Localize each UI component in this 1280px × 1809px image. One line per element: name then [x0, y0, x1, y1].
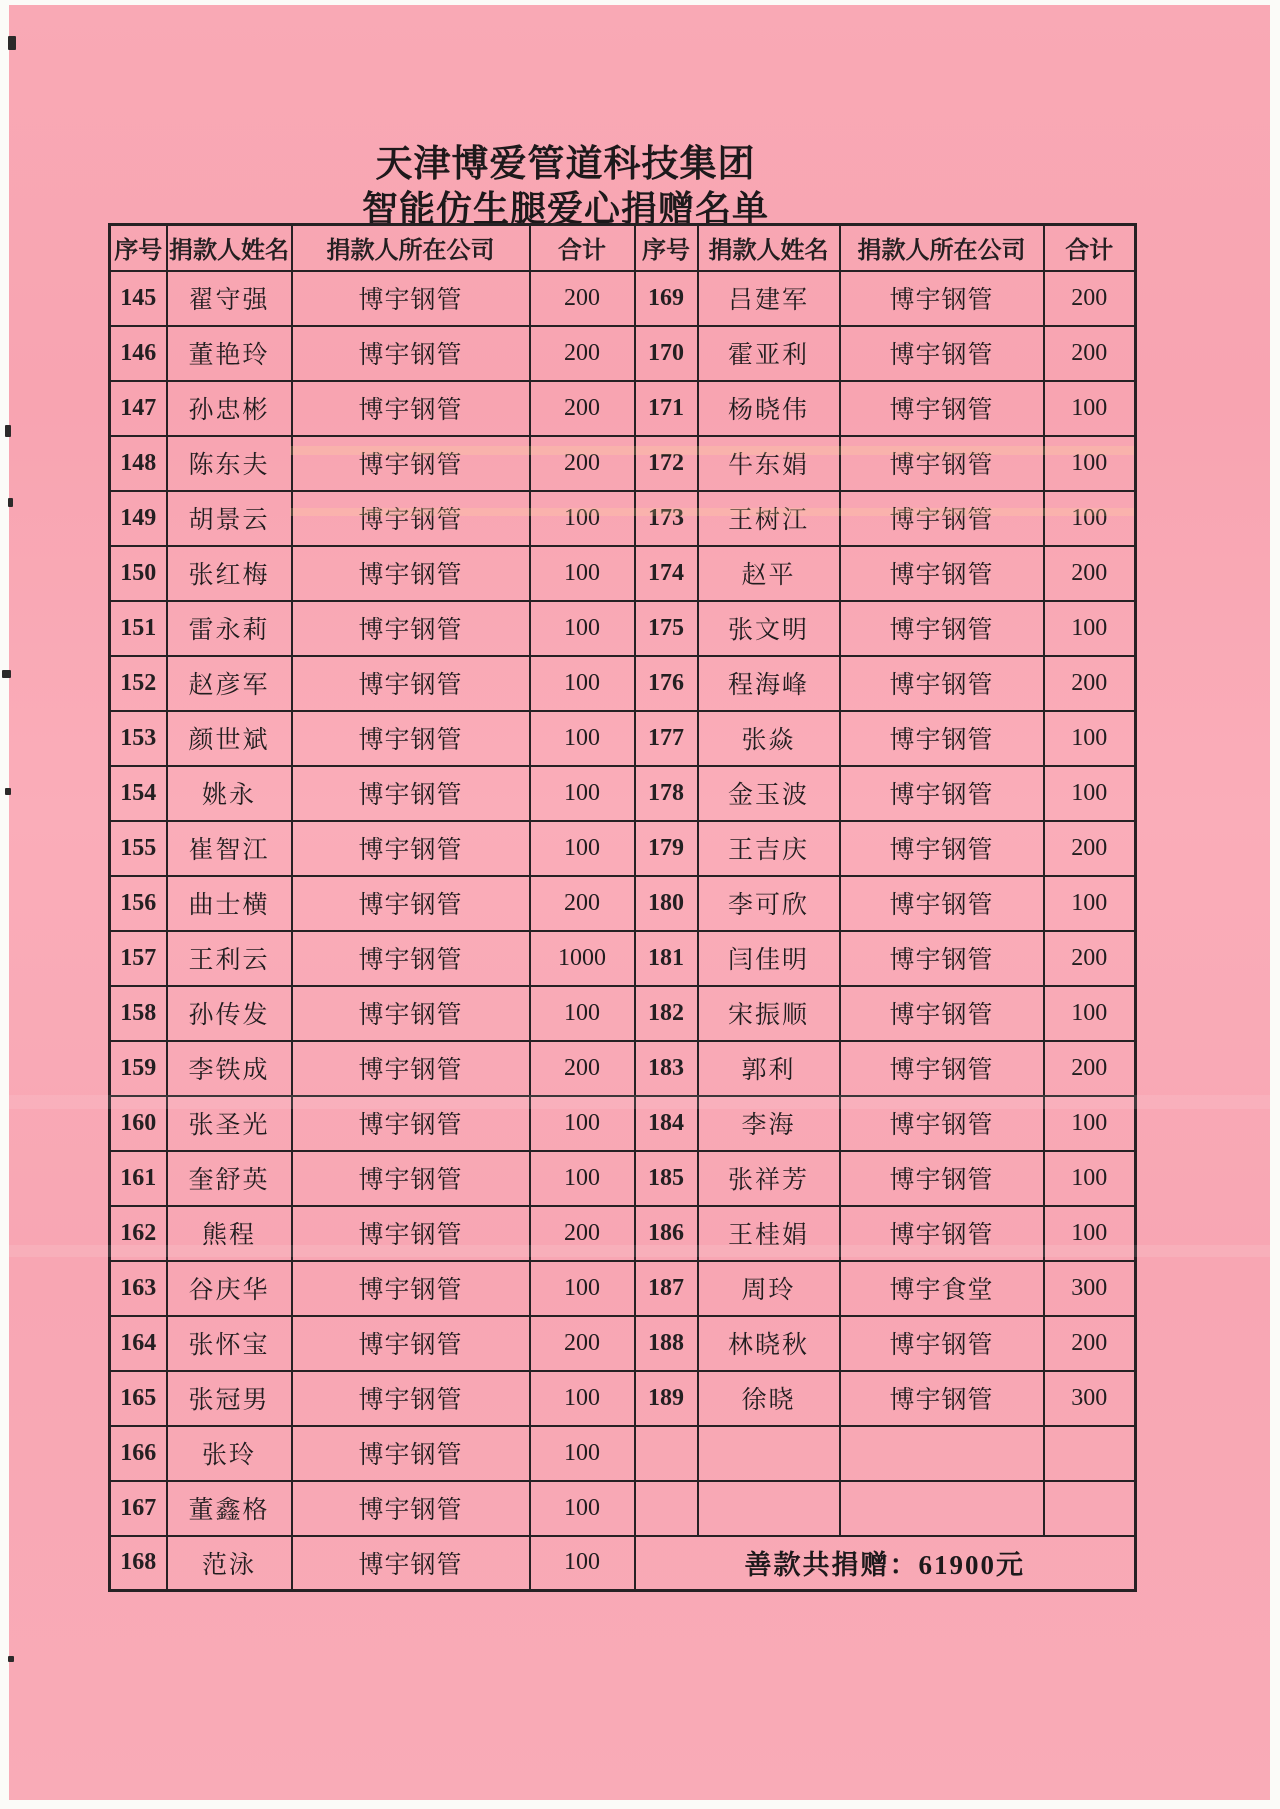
row-number: 152	[110, 656, 167, 711]
row-number: 187	[635, 1261, 698, 1316]
donor-company: 博宇钢管	[292, 1096, 530, 1151]
row-number: 167	[110, 1481, 167, 1536]
donation-amount: 100	[1044, 986, 1136, 1041]
row-number: 151	[110, 601, 167, 656]
table-row	[110, 1371, 1136, 1426]
table-row	[110, 271, 1136, 326]
donor-name: 雷永莉	[167, 601, 292, 656]
donor-name: 谷庆华	[167, 1261, 292, 1316]
row-number: 150	[110, 546, 167, 601]
donor-company: 博宇钢管	[840, 601, 1044, 656]
donor-name: 李海	[698, 1096, 840, 1151]
donation-amount: 100	[1044, 1096, 1136, 1151]
row-number: 178	[635, 766, 698, 821]
donation-amount: 100	[530, 1151, 635, 1206]
donor-company: 博宇钢管	[840, 491, 1044, 546]
donor-company: 博宇钢管	[292, 1426, 530, 1481]
row-number: 158	[110, 986, 167, 1041]
donor-company: 博宇钢管	[292, 1536, 530, 1591]
donor-name	[698, 1481, 840, 1536]
donor-company: 博宇食堂	[840, 1261, 1044, 1316]
donor-name: 张焱	[698, 711, 840, 766]
donor-name: 张圣光	[167, 1096, 292, 1151]
row-number: 179	[635, 821, 698, 876]
scan-speck	[2, 670, 11, 678]
donation-table	[108, 223, 1137, 1592]
table-row	[110, 1151, 1136, 1206]
col-header-company-left: 捐款人所在公司	[292, 225, 530, 271]
donor-name: 李可欣	[698, 876, 840, 931]
donor-company: 博宇钢管	[840, 1371, 1044, 1426]
donation-amount: 100	[1044, 1151, 1136, 1206]
donor-name: 王树江	[698, 491, 840, 546]
donor-name: 宋振顺	[698, 986, 840, 1041]
donor-name: 奎舒英	[167, 1151, 292, 1206]
donation-amount: 200	[530, 271, 635, 326]
donation-amount: 200	[1044, 1316, 1136, 1371]
donor-company: 博宇钢管	[292, 821, 530, 876]
table-row	[110, 436, 1136, 491]
row-number: 153	[110, 711, 167, 766]
row-number	[635, 1481, 698, 1536]
donor-company: 博宇钢管	[292, 1041, 530, 1096]
donor-company: 博宇钢管	[840, 876, 1044, 931]
col-header-name-right: 捐款人姓名	[698, 225, 840, 271]
donor-company: 博宇钢管	[292, 876, 530, 931]
pink-paper	[9, 5, 1270, 1800]
donation-amount: 100	[530, 986, 635, 1041]
row-number: 146	[110, 326, 167, 381]
donation-amount: 100	[530, 1096, 635, 1151]
row-number: 159	[110, 1041, 167, 1096]
col-header-company-right: 捐款人所在公司	[840, 225, 1044, 271]
donor-company: 博宇钢管	[840, 1096, 1044, 1151]
scan-speck	[8, 1656, 14, 1662]
donation-amount: 200	[1044, 656, 1136, 711]
donor-name: 牛东娟	[698, 436, 840, 491]
table-row	[110, 601, 1136, 656]
row-number: 149	[110, 491, 167, 546]
table-row	[110, 1096, 1136, 1151]
row-number: 161	[110, 1151, 167, 1206]
donation-amount: 100	[530, 1426, 635, 1481]
donor-company: 博宇钢管	[840, 1151, 1044, 1206]
donor-name: 曲士横	[167, 876, 292, 931]
donor-name: 金玉波	[698, 766, 840, 821]
donation-amount	[1044, 1481, 1136, 1536]
row-number: 182	[635, 986, 698, 1041]
donation-amount: 100	[530, 1371, 635, 1426]
table-row	[110, 1261, 1136, 1316]
grand-total: 善款共捐赠：61900元	[635, 1536, 1136, 1591]
donation-amount: 100	[1044, 766, 1136, 821]
table-row	[110, 766, 1136, 821]
row-number: 174	[635, 546, 698, 601]
donation-amount: 200	[1044, 546, 1136, 601]
donor-name: 张冠男	[167, 1371, 292, 1426]
row-number: 166	[110, 1426, 167, 1481]
table-row	[110, 326, 1136, 381]
donor-company: 博宇钢管	[840, 381, 1044, 436]
donor-company: 博宇钢管	[292, 326, 530, 381]
donor-company: 博宇钢管	[840, 436, 1044, 491]
donor-name: 林晓秋	[698, 1316, 840, 1371]
row-number: 165	[110, 1371, 167, 1426]
donation-amount: 100	[1044, 601, 1136, 656]
scan-speck	[8, 36, 16, 50]
donation-amount: 300	[1044, 1371, 1136, 1426]
donor-company: 博宇钢管	[292, 986, 530, 1041]
donor-name: 赵平	[698, 546, 840, 601]
donation-amount: 100	[1044, 876, 1136, 931]
donation-amount: 100	[530, 601, 635, 656]
donor-company: 博宇钢管	[840, 931, 1044, 986]
donation-amount: 100	[1044, 1206, 1136, 1261]
donor-name: 张祥芳	[698, 1151, 840, 1206]
row-number: 185	[635, 1151, 698, 1206]
donor-company: 博宇钢管	[292, 546, 530, 601]
donor-company: 博宇钢管	[292, 436, 530, 491]
donor-company: 博宇钢管	[292, 381, 530, 436]
row-number: 181	[635, 931, 698, 986]
donation-amount: 100	[530, 1261, 635, 1316]
row-number: 188	[635, 1316, 698, 1371]
donor-company: 博宇钢管	[840, 766, 1044, 821]
donation-amount: 100	[530, 656, 635, 711]
donor-company: 博宇钢管	[840, 271, 1044, 326]
table-row	[110, 1536, 1136, 1591]
donor-company: 博宇钢管	[840, 546, 1044, 601]
row-number: 173	[635, 491, 698, 546]
donor-name: 赵彦军	[167, 656, 292, 711]
col-header-index-right: 序号	[635, 225, 698, 271]
donor-name	[698, 1426, 840, 1481]
donor-name: 周玲	[698, 1261, 840, 1316]
donation-amount: 200	[1044, 931, 1136, 986]
donor-company: 博宇钢管	[292, 1206, 530, 1261]
row-number: 186	[635, 1206, 698, 1261]
donor-name: 姚永	[167, 766, 292, 821]
donor-name: 王利云	[167, 931, 292, 986]
table-row	[110, 821, 1136, 876]
donor-company: 博宇钢管	[292, 601, 530, 656]
donation-amount: 100	[530, 821, 635, 876]
row-number: 171	[635, 381, 698, 436]
donor-company: 博宇钢管	[840, 326, 1044, 381]
donation-amount: 200	[530, 381, 635, 436]
col-header-name-left: 捐款人姓名	[167, 225, 292, 271]
donor-name: 孙忠彬	[167, 381, 292, 436]
col-header-total-left: 合计	[530, 225, 635, 271]
donor-name: 董鑫格	[167, 1481, 292, 1536]
donor-company	[840, 1481, 1044, 1536]
row-number: 162	[110, 1206, 167, 1261]
row-number: 183	[635, 1041, 698, 1096]
document-title-line2: 智能仿生腿爱心捐赠名单	[361, 189, 769, 229]
row-number: 157	[110, 931, 167, 986]
donation-amount: 200	[530, 436, 635, 491]
donor-company	[840, 1426, 1044, 1481]
donation-amount: 200	[1044, 1041, 1136, 1096]
scan-speck	[8, 498, 13, 507]
donor-name: 张玲	[167, 1426, 292, 1481]
row-number: 169	[635, 271, 698, 326]
row-number: 164	[110, 1316, 167, 1371]
donation-amount: 200	[530, 1041, 635, 1096]
table-row	[110, 876, 1136, 931]
table-row	[110, 1041, 1136, 1096]
table-row	[110, 1206, 1136, 1261]
row-number: 189	[635, 1371, 698, 1426]
row-number: 148	[110, 436, 167, 491]
donor-name: 闫佳明	[698, 931, 840, 986]
donor-company: 博宇钢管	[292, 491, 530, 546]
donation-amount: 300	[1044, 1261, 1136, 1316]
donor-name: 陈东夫	[167, 436, 292, 491]
table-row	[110, 491, 1136, 546]
donor-name: 张怀宝	[167, 1316, 292, 1371]
donor-name: 胡景云	[167, 491, 292, 546]
donor-name: 吕建军	[698, 271, 840, 326]
donor-name: 李铁成	[167, 1041, 292, 1096]
donor-name: 霍亚利	[698, 326, 840, 381]
donation-amount: 200	[530, 876, 635, 931]
donor-name: 杨晓伟	[698, 381, 840, 436]
donor-name: 王桂娟	[698, 1206, 840, 1261]
donor-company: 博宇钢管	[292, 1151, 530, 1206]
donation-amount: 100	[1044, 711, 1136, 766]
row-number: 180	[635, 876, 698, 931]
donation-amount: 100	[530, 766, 635, 821]
donor-name: 孙传发	[167, 986, 292, 1041]
row-number: 160	[110, 1096, 167, 1151]
document-title-line1: 天津博爱管道科技集团	[375, 144, 756, 185]
donor-name: 郭利	[698, 1041, 840, 1096]
donor-name: 颜世斌	[167, 711, 292, 766]
donation-amount: 100	[530, 1536, 635, 1591]
donor-company: 博宇钢管	[292, 1481, 530, 1536]
row-number: 155	[110, 821, 167, 876]
donation-amount	[1044, 1426, 1136, 1481]
donation-amount: 100	[530, 546, 635, 601]
row-number: 170	[635, 326, 698, 381]
table-row	[110, 711, 1136, 766]
donor-company: 博宇钢管	[840, 1316, 1044, 1371]
donor-name: 张文明	[698, 601, 840, 656]
donor-company: 博宇钢管	[292, 271, 530, 326]
row-number: 168	[110, 1536, 167, 1591]
donation-amount: 200	[1044, 326, 1136, 381]
row-number: 145	[110, 271, 167, 326]
donor-company: 博宇钢管	[292, 1261, 530, 1316]
donation-amount: 100	[1044, 491, 1136, 546]
donor-name: 王吉庆	[698, 821, 840, 876]
scan-speck	[5, 425, 11, 437]
table-row	[110, 986, 1136, 1041]
donor-company: 博宇钢管	[840, 986, 1044, 1041]
header-row	[110, 225, 1136, 271]
donor-name: 张红梅	[167, 546, 292, 601]
row-number: 176	[635, 656, 698, 711]
donor-company: 博宇钢管	[292, 711, 530, 766]
donation-amount: 100	[1044, 381, 1136, 436]
table-row	[110, 546, 1136, 601]
row-number: 172	[635, 436, 698, 491]
donor-company: 博宇钢管	[840, 711, 1044, 766]
donor-company: 博宇钢管	[840, 1206, 1044, 1261]
donation-amount: 100	[530, 711, 635, 766]
table-row	[110, 1316, 1136, 1371]
table-row	[110, 381, 1136, 436]
donation-amount: 100	[530, 1481, 635, 1536]
donor-name: 范泳	[167, 1536, 292, 1591]
table-row	[110, 656, 1136, 711]
table-row	[110, 1426, 1136, 1481]
donor-company: 博宇钢管	[292, 1371, 530, 1426]
donor-name: 徐晓	[698, 1371, 840, 1426]
donor-company: 博宇钢管	[840, 656, 1044, 711]
table-row	[110, 1481, 1136, 1536]
donor-company: 博宇钢管	[292, 766, 530, 821]
row-number: 163	[110, 1261, 167, 1316]
table-row	[110, 931, 1136, 986]
donation-amount: 200	[1044, 271, 1136, 326]
row-number: 154	[110, 766, 167, 821]
donor-company: 博宇钢管	[840, 821, 1044, 876]
donor-company: 博宇钢管	[840, 1041, 1044, 1096]
donation-amount: 100	[530, 491, 635, 546]
donation-amount: 1000	[530, 931, 635, 986]
col-header-total-right: 合计	[1044, 225, 1136, 271]
donor-name: 崔智江	[167, 821, 292, 876]
row-number: 175	[635, 601, 698, 656]
row-number: 156	[110, 876, 167, 931]
row-number: 147	[110, 381, 167, 436]
donor-name: 熊程	[167, 1206, 292, 1261]
donation-amount: 200	[1044, 821, 1136, 876]
donation-amount: 200	[530, 1206, 635, 1261]
row-number: 184	[635, 1096, 698, 1151]
donor-company: 博宇钢管	[292, 931, 530, 986]
donor-name: 翟守强	[167, 271, 292, 326]
col-header-index-left: 序号	[110, 225, 167, 271]
donation-amount: 200	[530, 326, 635, 381]
donor-name: 董艳玲	[167, 326, 292, 381]
row-number: 177	[635, 711, 698, 766]
donation-amount: 200	[530, 1316, 635, 1371]
row-number	[635, 1426, 698, 1481]
scan-speck	[5, 788, 11, 795]
donation-amount: 100	[1044, 436, 1136, 491]
donor-company: 博宇钢管	[292, 656, 530, 711]
donor-name: 程海峰	[698, 656, 840, 711]
donor-company: 博宇钢管	[292, 1316, 530, 1371]
